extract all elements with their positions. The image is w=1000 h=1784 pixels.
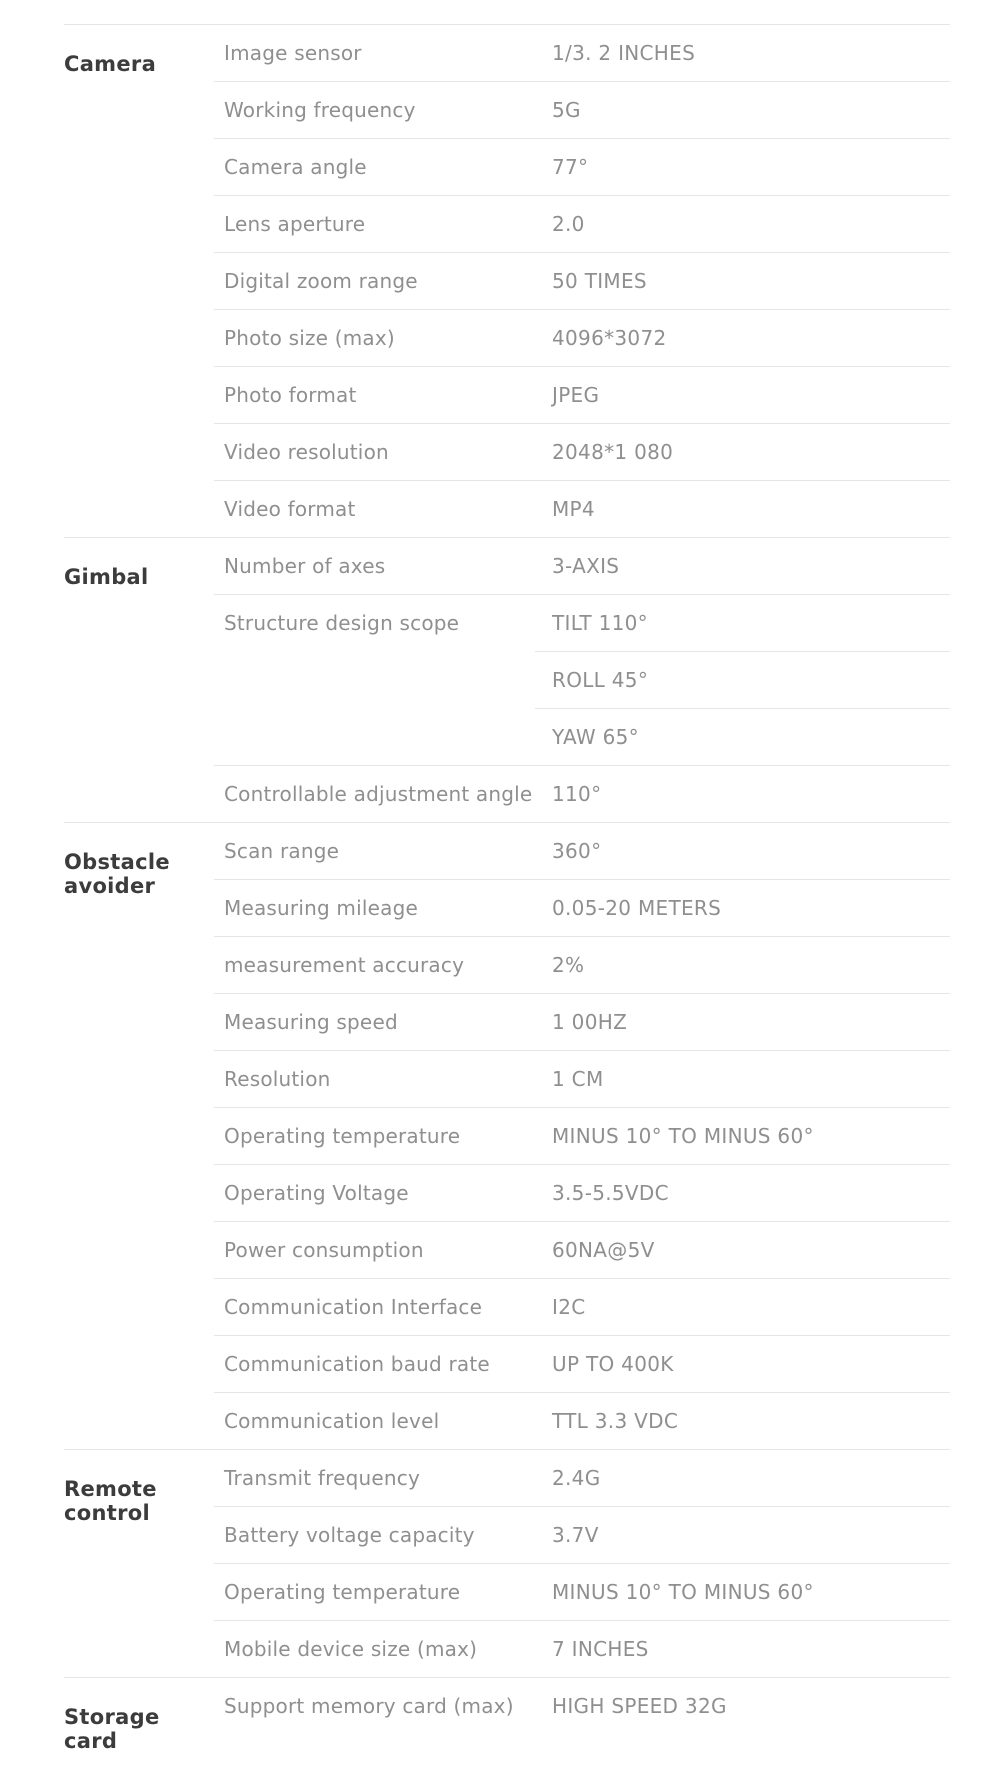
spec-row <box>214 538 950 595</box>
spec-row <box>214 1165 950 1222</box>
spec-value: 3-AXIS <box>552 554 620 578</box>
spec-values <box>535 139 950 195</box>
spec-value: 77° <box>552 155 589 179</box>
spec-value: 110° <box>552 782 602 806</box>
spec-values <box>535 310 950 366</box>
section-title: Storage card <box>64 1705 160 1753</box>
spec-row <box>214 595 950 766</box>
spec-rows <box>214 538 950 822</box>
spec-value: 1 CM <box>552 1067 604 1091</box>
spec-label: Video resolution <box>224 440 389 464</box>
spec-values <box>535 424 950 480</box>
spec-rows <box>214 823 950 1449</box>
spec-row <box>214 424 950 481</box>
spec-label: Mobile device size (max) <box>224 1637 478 1661</box>
spec-label: Photo format <box>224 383 357 407</box>
spec-value: TILT 110° <box>535 595 950 652</box>
spec-label: Battery voltage capacity <box>224 1523 475 1547</box>
spec-row <box>214 82 950 139</box>
spec-values <box>535 1108 950 1164</box>
spec-values <box>535 595 950 765</box>
spec-value: MP4 <box>552 497 595 521</box>
section-title: Remote control <box>64 1477 157 1525</box>
spec-values <box>535 1450 950 1506</box>
spec-values <box>535 538 950 594</box>
spec-values <box>535 1051 950 1107</box>
spec-label: Measuring speed <box>224 1010 398 1034</box>
spec-value: 2.4G <box>552 1466 601 1490</box>
spec-values <box>535 823 950 879</box>
spec-value: 3.7V <box>552 1523 599 1547</box>
spec-label: Operating Voltage <box>224 1181 409 1205</box>
spec-row <box>214 1450 950 1507</box>
spec-section <box>64 823 950 1450</box>
spec-row <box>214 253 950 310</box>
spec-label: Operating temperature <box>224 1124 461 1148</box>
spec-value: TTL 3.3 VDC <box>552 1409 679 1433</box>
spec-value: 5G <box>552 98 581 122</box>
spec-values <box>535 1336 950 1392</box>
spec-value: HIGH SPEED 32G <box>552 1694 727 1718</box>
spec-value: 4096*3072 <box>552 326 667 350</box>
spec-label: Transmit frequency <box>224 1466 421 1490</box>
spec-value: MINUS 10° TO MINUS 60° <box>552 1580 814 1604</box>
spec-sections <box>64 25 950 1753</box>
spec-values <box>535 1222 950 1278</box>
spec-row <box>214 766 950 822</box>
spec-rows <box>214 1678 950 1753</box>
spec-row <box>214 196 950 253</box>
spec-values <box>535 1678 950 1734</box>
section-title: Obstacle avoider <box>64 850 170 898</box>
spec-values <box>535 937 950 993</box>
spec-row <box>214 1279 950 1336</box>
spec-section <box>64 1450 950 1678</box>
spec-values <box>535 1165 950 1221</box>
spec-value: 2% <box>552 953 585 977</box>
spec-value: UP TO 400K <box>552 1352 674 1376</box>
specs-table <box>64 0 950 1753</box>
spec-values <box>535 481 950 537</box>
spec-values <box>535 1279 950 1335</box>
spec-label: Working frequency <box>224 98 416 122</box>
spec-value: I2C <box>552 1295 586 1319</box>
spec-values <box>535 25 950 81</box>
spec-values <box>535 253 950 309</box>
spec-values <box>535 367 950 423</box>
spec-label: Communication Interface <box>224 1295 483 1319</box>
spec-values <box>535 880 950 936</box>
spec-row <box>214 481 950 537</box>
spec-value: 1/3. 2 INCHES <box>552 41 696 65</box>
spec-value: YAW 65° <box>552 725 639 749</box>
spec-label: Camera angle <box>224 155 367 179</box>
spec-label: Communication level <box>224 1409 440 1433</box>
spec-row <box>214 1108 950 1165</box>
spec-values <box>535 82 950 138</box>
spec-row <box>214 1621 950 1677</box>
spec-row <box>214 1336 950 1393</box>
spec-row <box>214 1507 950 1564</box>
spec-label: Digital zoom range <box>224 269 418 293</box>
spec-label: Operating temperature <box>224 1580 461 1604</box>
spec-value: 2048*1 080 <box>552 440 674 464</box>
spec-row <box>214 937 950 994</box>
section-title: Gimbal <box>64 565 149 589</box>
spec-row <box>214 1393 950 1449</box>
spec-section <box>64 538 950 823</box>
spec-label: Video format <box>224 497 356 521</box>
spec-value: 60NA@5V <box>552 1238 655 1262</box>
spec-row <box>214 139 950 196</box>
spec-value: 0.05-20 METERS <box>552 896 722 920</box>
spec-values <box>535 1564 950 1620</box>
spec-rows <box>214 25 950 537</box>
spec-rows <box>214 1450 950 1677</box>
spec-label: Controllable adjustment angle <box>224 782 533 806</box>
spec-row <box>214 25 950 82</box>
spec-row <box>214 880 950 937</box>
spec-label: Measuring mileage <box>224 896 418 920</box>
spec-row <box>214 310 950 367</box>
spec-value: 2.0 <box>552 212 585 236</box>
spec-row <box>214 1222 950 1279</box>
spec-row <box>214 1678 950 1734</box>
spec-values <box>535 994 950 1050</box>
spec-label: measurement accuracy <box>224 953 465 977</box>
spec-value: 360° <box>552 839 602 863</box>
spec-values <box>535 1393 950 1449</box>
section-title: Camera <box>64 52 157 76</box>
spec-value: 3.5-5.5VDC <box>552 1181 669 1205</box>
spec-label: Support memory card (max) <box>224 1694 514 1718</box>
spec-label: Structure design scope <box>224 611 460 635</box>
spec-label: Photo size (max) <box>224 326 395 350</box>
spec-value: MINUS 10° TO MINUS 60° <box>552 1124 814 1148</box>
spec-label: Number of axes <box>224 554 386 578</box>
spec-section <box>64 1678 950 1753</box>
spec-values <box>535 766 950 822</box>
spec-value: 7 INCHES <box>552 1637 649 1661</box>
spec-label: Scan range <box>224 839 340 863</box>
spec-label: Image sensor <box>224 41 362 65</box>
spec-value: 1 00HZ <box>552 1010 628 1034</box>
spec-value: 50 TIMES <box>552 269 647 293</box>
spec-row <box>214 994 950 1051</box>
spec-values <box>535 1621 950 1677</box>
spec-value: JPEG <box>552 383 600 407</box>
spec-value: ROLL 45° <box>535 652 950 709</box>
spec-row <box>214 823 950 880</box>
spec-section <box>64 25 950 538</box>
spec-row <box>214 1564 950 1621</box>
spec-label: Lens aperture <box>224 212 366 236</box>
spec-label: Power consumption <box>224 1238 424 1262</box>
top-divider <box>64 0 950 25</box>
spec-row <box>214 1051 950 1108</box>
spec-row <box>214 367 950 424</box>
spec-values <box>535 1507 950 1563</box>
spec-values <box>535 196 950 252</box>
spec-label: Communication baud rate <box>224 1352 490 1376</box>
spec-label: Resolution <box>224 1067 331 1091</box>
